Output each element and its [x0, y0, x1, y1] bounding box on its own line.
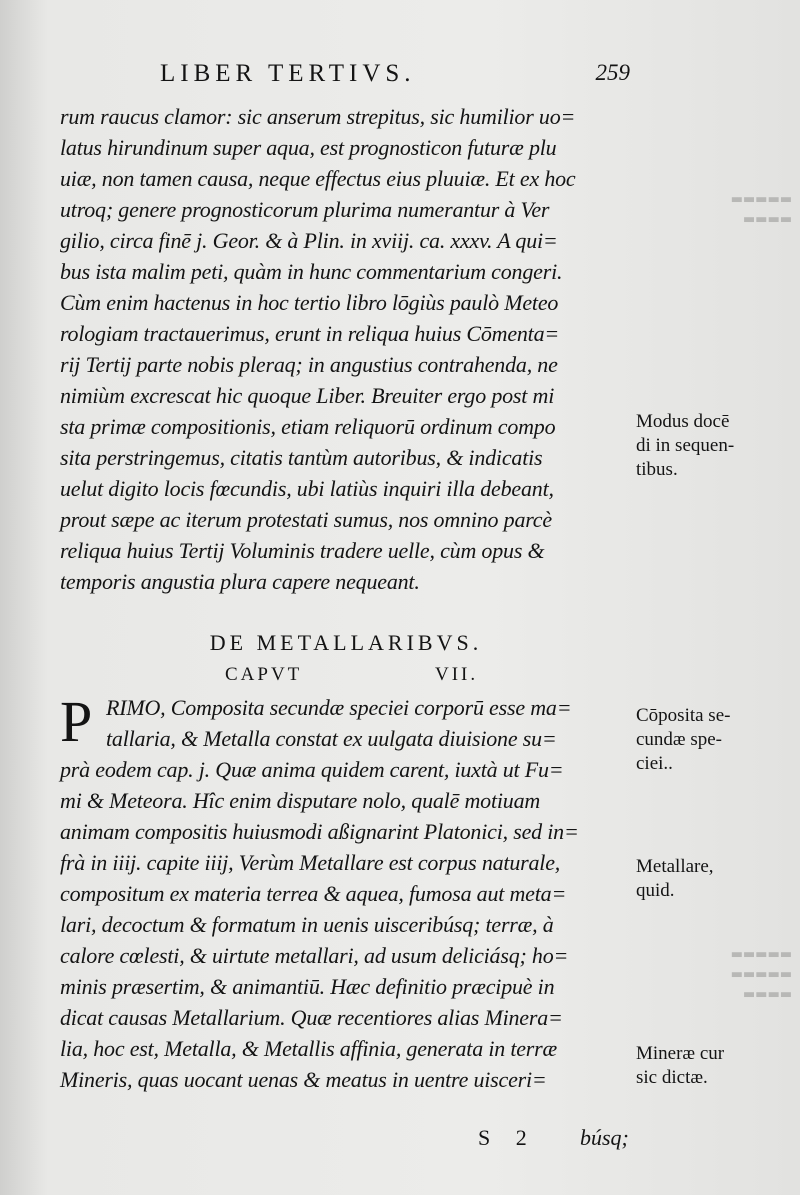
text-line: sita perstringemus, citatis tantùm autoribus, & indicatis [60, 445, 543, 470]
margin-note-line: Cōposita se- [636, 705, 731, 726]
drop-cap-initial: P [60, 689, 93, 754]
show-through: ▬▬▬▬▬ ▬▬▬▬ [730, 192, 792, 227]
text-line: prà eodem cap. j. Quæ anima quidem carent, iuxtà ut Fu= [60, 757, 564, 782]
margin-note-line: sic dictæ. [636, 1067, 708, 1088]
text-line: tallaria, & Metalla constat ex uulgata diuisione su= [106, 726, 557, 751]
catchword: búsq; [580, 1125, 629, 1150]
signature-mark: S 2 [478, 1125, 537, 1150]
section-heading: DE METALLARIBVS. [209, 630, 483, 655]
page-number: 259 [595, 60, 630, 85]
chapter-label: CAPVT [225, 664, 303, 685]
text-line: bus ista malim peti, quàm in hunc commentarium congeri. [60, 259, 563, 284]
text-line: rologiam tractauerimus, erunt in reliqua huius Cōmenta= [60, 321, 560, 346]
text-line: nimiùm excrescat hic quoque Liber. Breuiter ergo post mi [60, 383, 555, 408]
text-line: utroq; genere prognosticorum plurima numerantur à Ver [60, 197, 550, 222]
text-line: Mineris, quas uocant uenas & meatus in uentre uisceri= [60, 1067, 547, 1092]
text-line: Cùm enim hactenus in hoc tertio libro lōgiùs paulò Meteo [60, 290, 559, 315]
text-line: prout sæpe ac iterum protestati sumus, nos omnino parcè [60, 507, 552, 532]
text-line: sta primæ compositionis, etiam reliquorū ordinum compo [60, 414, 556, 439]
text-line: lari, decoctum & formatum in uenis uisceribúsq; terræ, à [60, 912, 554, 937]
text-line: animam compositis huiusmodi aßignarint Platonici, sed in= [60, 819, 579, 844]
text-line: calore cœlesti, & uirtute metallari, ad usum deliciásq; ho= [60, 943, 569, 968]
text-line: rij Tertij parte nobis pleraq; in angustius contrahenda, ne [60, 352, 558, 377]
running-title: LIBER TERTIVS. [160, 60, 416, 87]
margin-note-modus [636, 410, 786, 482]
text-line: uelut digito locis fœcundis, ubi latiùs inquiri illa debeant, [60, 476, 554, 501]
text-line: gilio, circa finē j. Geor. & à Plin. in xviij. ca. xxxv. A qui= [60, 228, 558, 253]
margin-note-line: tibus. [636, 459, 678, 480]
text-line: frà in iiij. capite iiij, Verùm Metallare est corpus naturale, [60, 850, 561, 875]
margin-note-line: di in sequen- [636, 435, 735, 456]
margin-note-line: Metallare, [636, 856, 714, 877]
margin-note-minerae [636, 1042, 786, 1090]
text-line: mi & Meteora. Hîc enim disputare nolo, qualē motiuam [60, 788, 541, 813]
text-line: minis præsertim, & animantiū. Hæc definitio præcipuè in [60, 974, 555, 999]
text-line: RIMO, Composita secundæ speciei corporū esse ma= [106, 695, 572, 720]
paragraph-2 [60, 689, 632, 1095]
paragraph-1 [60, 101, 632, 597]
show-through: ▬▬▬▬▬ ▬▬▬▬▬ ▬▬▬▬ [730, 947, 792, 1002]
text-line: compositum ex materia terrea & aquea, fumosa aut meta= [60, 881, 567, 906]
running-head [160, 60, 630, 96]
margin-note-line: ciei.. [636, 753, 673, 774]
margin-note-composita [636, 704, 786, 776]
text-line: temporis angustia plura capere nequeant. [60, 569, 420, 594]
text-line: reliqua huius Tertij Voluminis tradere uelle, cùm opus & [60, 538, 545, 563]
margin-note-line: cundæ spe- [636, 729, 723, 750]
text-line: rum raucus clamor: sic anserum strepitus, sic humilior uo= [60, 104, 576, 129]
chapter-number: VII. [435, 664, 479, 685]
text-line: dicat causas Metallarium. Quæ recentiores alias Minera= [60, 1005, 563, 1030]
text-line: uiæ, non tamen causa, neque effectus eius pluuiæ. Et ex hoc [60, 166, 576, 191]
margin-note-metallare [636, 855, 786, 903]
text-line: lia, hoc est, Metalla, & Metallis affinia, generata in terræ [60, 1036, 558, 1061]
text-line: latus hirundinum super aqua, est prognosticon futuræ plu [60, 135, 557, 160]
margin-note-line: quid. [636, 880, 675, 901]
margin-note-line: Modus docē [636, 411, 730, 432]
margin-note-line: Mineræ cur [636, 1043, 725, 1064]
